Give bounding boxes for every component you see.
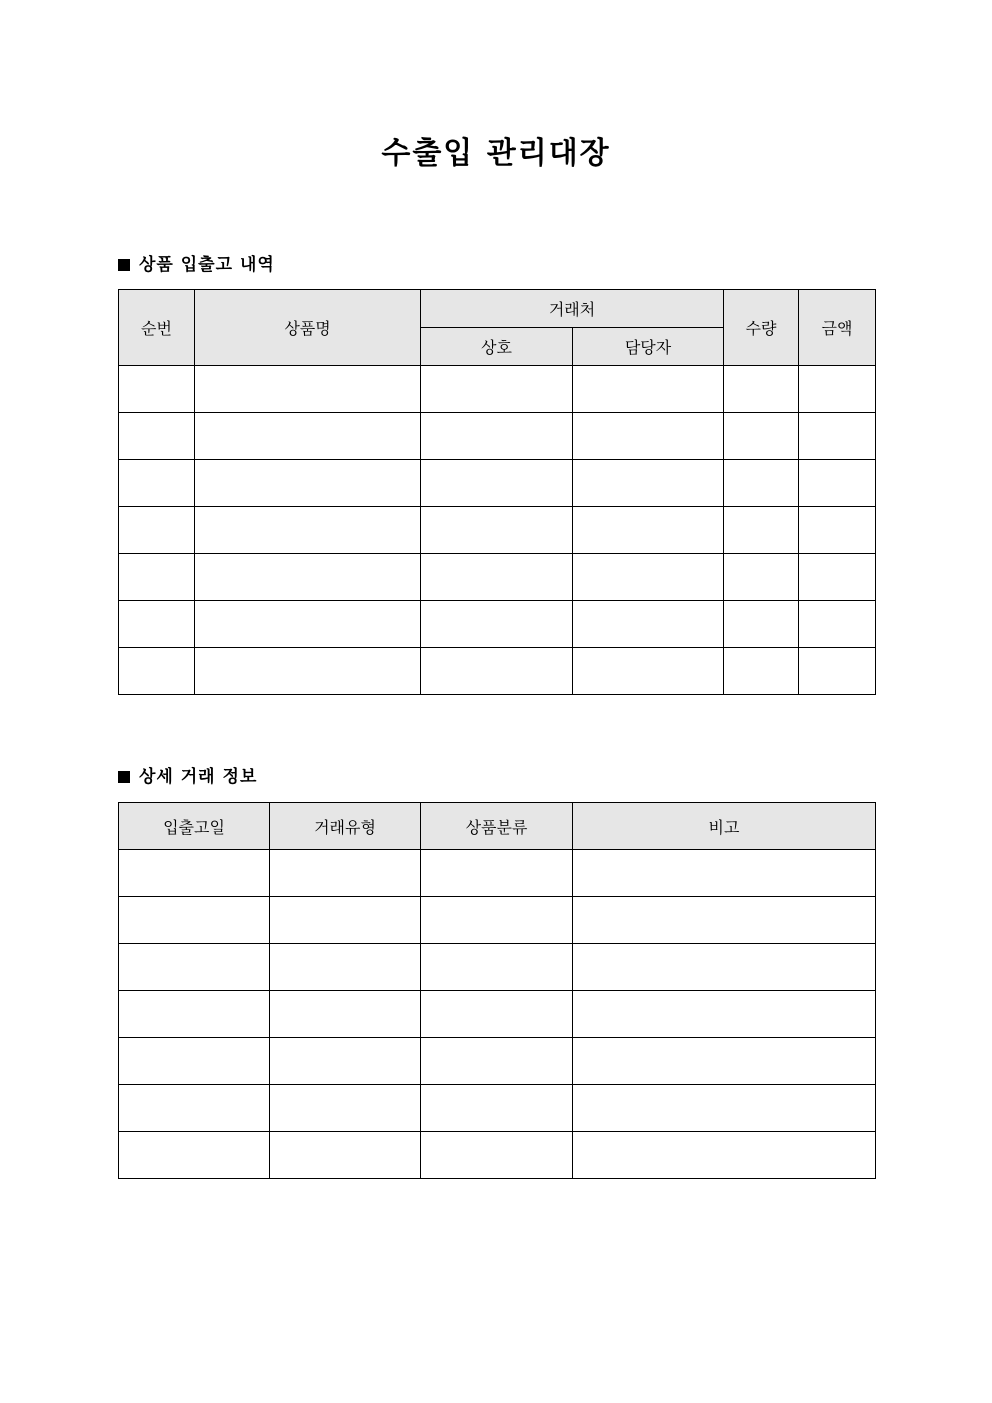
table-cell[interactable] <box>421 648 573 695</box>
table-cell[interactable] <box>724 648 799 695</box>
table-row <box>119 1085 876 1132</box>
table-row <box>119 601 876 648</box>
table-row <box>119 1132 876 1179</box>
table-cell[interactable] <box>573 1085 876 1132</box>
table-row <box>119 944 876 991</box>
table-cell[interactable] <box>421 507 573 554</box>
table-cell[interactable] <box>573 1038 876 1085</box>
table-cell[interactable] <box>573 897 876 944</box>
square-bullet-icon <box>118 771 130 783</box>
table-cell[interactable] <box>195 648 421 695</box>
table-row <box>119 991 876 1038</box>
table-cell[interactable] <box>195 601 421 648</box>
table-cell[interactable] <box>119 1038 270 1085</box>
table-cell[interactable] <box>724 366 799 413</box>
table-cell[interactable] <box>119 460 195 507</box>
table-cell[interactable] <box>573 601 724 648</box>
table-cell[interactable] <box>421 897 573 944</box>
table-cell[interactable] <box>799 460 876 507</box>
table-cell[interactable] <box>270 897 421 944</box>
table-cell[interactable] <box>119 850 270 897</box>
header-seq: 순번 <box>119 290 195 366</box>
header-product-category: 상품분류 <box>421 803 573 850</box>
square-bullet-icon <box>118 259 130 271</box>
table-cell[interactable] <box>270 991 421 1038</box>
table-row <box>119 366 876 413</box>
table-cell[interactable] <box>799 554 876 601</box>
table-cell[interactable] <box>421 601 573 648</box>
table-cell[interactable] <box>119 507 195 554</box>
table-row <box>119 850 876 897</box>
section-heading-label: 상품 입출고 내역 <box>139 255 275 275</box>
header-quantity: 수량 <box>724 290 799 366</box>
table-cell[interactable] <box>195 366 421 413</box>
table-row <box>119 554 876 601</box>
table-row <box>119 413 876 460</box>
table-cell[interactable] <box>573 366 724 413</box>
header-contact: 담당자 <box>573 328 724 366</box>
table-cell[interactable] <box>119 1085 270 1132</box>
table-cell[interactable] <box>270 1132 421 1179</box>
table-cell[interactable] <box>573 648 724 695</box>
table-cell[interactable] <box>799 601 876 648</box>
section-heading-inventory <box>118 253 275 277</box>
table-cell[interactable] <box>573 460 724 507</box>
table-cell[interactable] <box>573 991 876 1038</box>
header-partner: 거래처 <box>421 290 724 328</box>
table-cell[interactable] <box>421 1132 573 1179</box>
table-row <box>119 507 876 554</box>
table-cell[interactable] <box>724 601 799 648</box>
table-row <box>119 1038 876 1085</box>
table-cell[interactable] <box>119 413 195 460</box>
table-row <box>119 460 876 507</box>
table-cell[interactable] <box>119 897 270 944</box>
table-cell[interactable] <box>270 850 421 897</box>
table-cell[interactable] <box>573 413 724 460</box>
table-cell[interactable] <box>724 554 799 601</box>
table-cell[interactable] <box>119 366 195 413</box>
table-cell[interactable] <box>573 554 724 601</box>
table-cell[interactable] <box>724 460 799 507</box>
page-title: 수출입 관리대장 <box>381 136 611 171</box>
table-cell[interactable] <box>573 1132 876 1179</box>
table-cell[interactable] <box>421 460 573 507</box>
table-cell[interactable] <box>119 648 195 695</box>
table-cell[interactable] <box>119 991 270 1038</box>
table-cell[interactable] <box>119 601 195 648</box>
table-cell[interactable] <box>421 554 573 601</box>
transaction-table <box>118 802 876 1179</box>
table-cell[interactable] <box>573 507 724 554</box>
header-company: 상호 <box>421 328 573 366</box>
table-cell[interactable] <box>119 944 270 991</box>
table-cell[interactable] <box>421 991 573 1038</box>
table-cell[interactable] <box>195 413 421 460</box>
table-row <box>119 897 876 944</box>
table-cell[interactable] <box>421 1085 573 1132</box>
table-cell[interactable] <box>421 366 573 413</box>
table-cell[interactable] <box>119 554 195 601</box>
table-cell[interactable] <box>573 850 876 897</box>
table-cell[interactable] <box>195 507 421 554</box>
table-cell[interactable] <box>195 554 421 601</box>
table-cell[interactable] <box>724 507 799 554</box>
table-cell[interactable] <box>421 1038 573 1085</box>
section-heading-transaction <box>118 765 257 789</box>
table-cell[interactable] <box>799 366 876 413</box>
table-cell[interactable] <box>270 1038 421 1085</box>
table-cell[interactable] <box>421 850 573 897</box>
table-cell[interactable] <box>799 507 876 554</box>
header-remarks: 비고 <box>573 803 876 850</box>
table-row <box>119 648 876 695</box>
header-date: 입출고일 <box>119 803 270 850</box>
section-heading-label: 상세 거래 정보 <box>139 767 258 787</box>
header-amount: 금액 <box>799 290 876 366</box>
table-cell[interactable] <box>195 460 421 507</box>
table-cell[interactable] <box>799 648 876 695</box>
table-cell[interactable] <box>799 413 876 460</box>
table-cell[interactable] <box>573 944 876 991</box>
table-cell[interactable] <box>421 413 573 460</box>
table-cell[interactable] <box>270 944 421 991</box>
inventory-table <box>118 289 876 695</box>
table-cell[interactable] <box>724 413 799 460</box>
header-product-name: 상품명 <box>195 290 421 366</box>
header-transaction-type: 거래유형 <box>270 803 421 850</box>
table-cell[interactable] <box>119 1132 270 1179</box>
table-cell[interactable] <box>270 1085 421 1132</box>
table-cell[interactable] <box>421 944 573 991</box>
